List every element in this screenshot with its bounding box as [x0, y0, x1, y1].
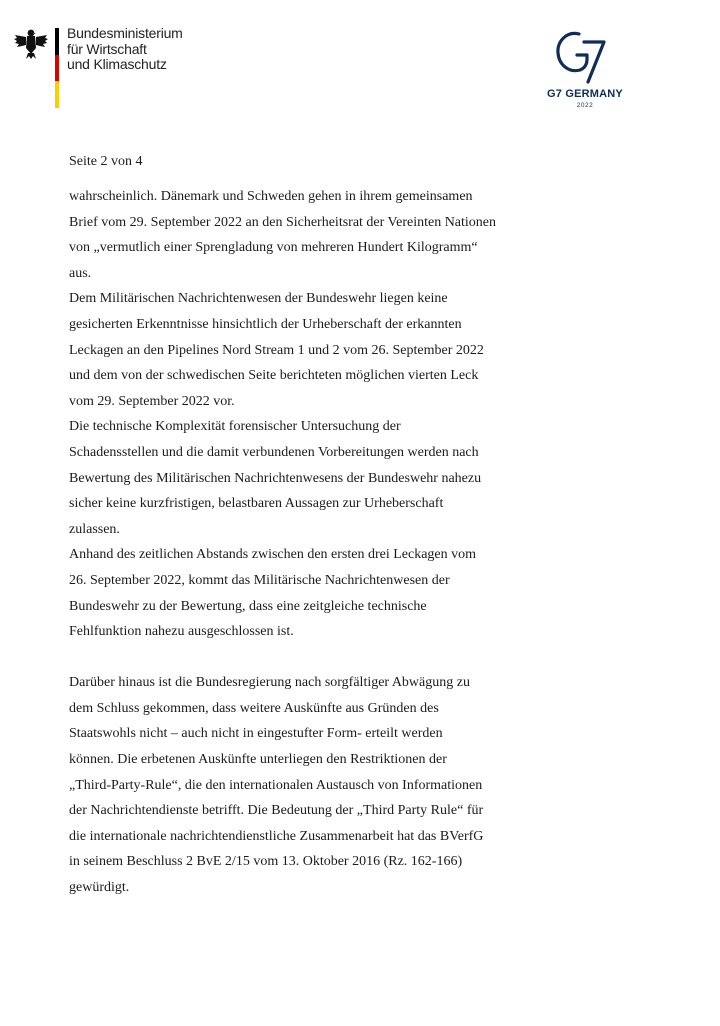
text-line: Bewertung des Militärischen Nachrichtenwesens der Bundeswehr nahezu	[69, 470, 482, 486]
flag-stripe-gold	[55, 81, 59, 108]
text-line: Die technische Komplexität forensischer Untersuchung der	[69, 419, 401, 435]
text-line: Schadensstellen und die damit verbundenen Vorbereitungen werden nach	[69, 444, 479, 460]
text-line: sicher keine kurzfristigen, belastbaren Aussagen zur Urheberschaft	[69, 496, 444, 512]
text-line: der Nachrichtendienste betrifft. Die Bedeutung der „Third Party Rule“ für	[69, 803, 484, 819]
text-line: zulassen.	[69, 521, 120, 537]
flag-stripe-red	[55, 55, 59, 82]
text-line: vom 29. September 2022 vor.	[69, 393, 235, 409]
german-flag-bar	[55, 28, 59, 108]
text-line: die internationale nachrichtendienstliche Zusammenarbeit hat das BVerfG	[69, 828, 484, 844]
text-line: wahrscheinlich. Dänemark und Schweden gehen in ihrem gemeinsamen	[69, 189, 473, 204]
ministry-name-line: und Klimaschutz	[67, 56, 167, 72]
text-line: und dem von der schwedischen Seite berichteten möglichen vierten Leck	[69, 368, 479, 384]
page-number: Seite 2 von 4	[69, 154, 143, 169]
g7-title: G7 GERMANY	[547, 88, 623, 100]
text-line: Bundeswehr zu der Bewertung, dass eine zeitgleiche technische	[69, 598, 427, 614]
paragraph	[69, 184, 539, 286]
federal-eagle-icon	[14, 28, 48, 60]
text-line: Brief vom 29. September 2022 an den Sicherheitsrat der Vereinten Nationen	[69, 214, 497, 230]
text-line: von „vermutlich einer Sprengladung von mehreren Hundert Kilogramm“	[69, 240, 478, 256]
paragraph-gap	[69, 645, 539, 671]
paragraph	[69, 414, 539, 542]
text-line: Staatswohls nicht – auch nicht in eingestufter Form- erteilt werden	[69, 726, 443, 742]
text-line: Fehlfunktion nahezu ausgeschlossen ist.	[69, 624, 294, 640]
paragraph	[69, 542, 539, 644]
document-body	[69, 184, 539, 901]
text-line: dem Schluss gekommen, dass weitere Auskünfte aus Gründen des	[69, 700, 439, 716]
text-line: Dem Militärischen Nachrichtenwesen der Bundeswehr liegen keine	[69, 291, 448, 307]
paragraph	[69, 670, 539, 900]
g7-mark-icon	[554, 28, 608, 86]
paragraph	[69, 286, 539, 414]
g7-year: 2022	[576, 102, 594, 109]
text-line: können. Die erbetenen Auskünfte unterliegen den Restriktionen der	[69, 752, 447, 768]
text-line: in seinem Beschluss 2 BvE 2/15 vom 13. Oktober 2016 (Rz. 162-166)	[69, 854, 463, 870]
ministry-name	[67, 26, 227, 73]
text-line: aus.	[69, 265, 92, 281]
text-line: Darüber hinaus ist die Bundesregierung nach sorgfältiger Abwägung zu	[69, 675, 470, 691]
g7-germany-logo	[546, 28, 630, 114]
ministry-name-line: für Wirtschaft	[67, 40, 147, 57]
text-line: gewürdigt.	[69, 880, 130, 896]
text-line: Leckagen an den Pipelines Nord Stream 1 und 2 vom 26. September 2022	[69, 342, 484, 358]
ministry-name-line: Bundesministerium	[67, 25, 183, 41]
text-line: „Third-Party-Rule“, die den internationalen Austausch von Informationen	[69, 777, 483, 793]
text-line: gesicherten Erkenntnisse hinsichtlich der Urheberschaft der erkannten	[69, 316, 462, 332]
text-line: Anhand des zeitlichen Abstands zwischen den ersten drei Leckagen vom	[69, 547, 477, 563]
flag-stripe-black	[55, 28, 59, 55]
text-line: 26. September 2022, kommt das Militärische Nachrichtenwesen der	[69, 572, 450, 588]
